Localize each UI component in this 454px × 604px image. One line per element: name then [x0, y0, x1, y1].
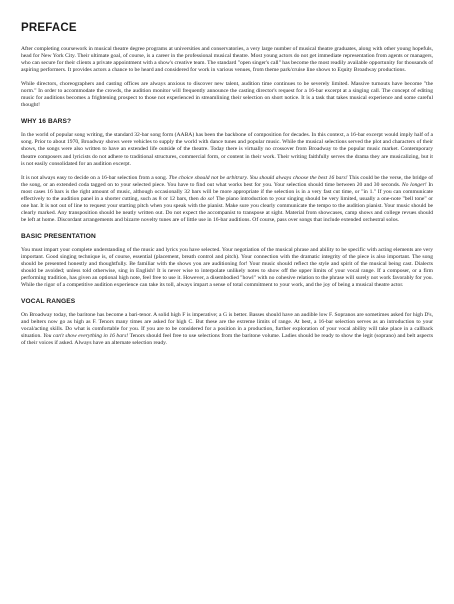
- preface-page: [21, 22, 433, 354]
- italic-text-run: do so!: [200, 195, 215, 202]
- text-run: The piano introduction to your singing should be very limited, usually a one-note "bell tone" or one bar. It is not out of line to request your starting pitch when you speak with the pianist. Make sure you clearly communicate the tempo to the audition pianist. Your music should be clearly marked. Any transposition should be neatly written out. Do not expect the accompanist to transpose at sight. Material from showcases, camp shows and college revues should be left at home. Discordant arrangements and bizarre novelty tunes are of little use in 16-bar auditions. Of course, pass over songs that include extended orchestral solos.: [21, 195, 433, 223]
- section-paragraph: [21, 247, 433, 289]
- text-run: Tenors should feel free to use selections from the baritone volume. Ladies should be ready to show the legit (soprano) and belt aspects of their voices if asked. Always have an alternate selection ready.: [21, 333, 433, 347]
- sections-container: [21, 118, 433, 347]
- section-heading: VOCAL RANGES: [21, 298, 76, 306]
- text-run: You must impart your complete understanding of the music and lyrics you have selected. Your negotiation of the musical phrase and ability to be specific with acting elements are very important. Good singing technique is, of course, essential (placement, breath control and pitch). Your connection with the dramatic integrity of the piece is also important. The song should be presented honestly and thoughtfully. Be familiar with the shows you are auditioning for! Your music should reflect the style and spirit of the musical being cast. Dialects should be avoided; unless told otherwise, sing in English! It is never wise to interpolate unlikely notes to show off the upper limits of your vocal range. If a composer, or a firm performing tradition, has given an optional high note, feel free to use it. However, a disembodied "howl" with no cohesive relation to the phrase will surely not work favorably for you. While the rigor of a competitive audition experience can take its toll, always impart a sense of total commitment to your work, and the joy of being a musical theatre actor.: [21, 246, 433, 289]
- text-run: On Broadway today, the baritone has become a bari-tenor. A solid high F is imperative; a G is better. Basses should have an audible low F. Sopranos are sometimes asked for high D's, and belters now go as high as F. Tenors many times are asked for high C. But these are the extreme limits of range. At best, a 16-bar selection serves as an introduction to your vocal/acting skills. Do what is comfortable for you. If you are to be considered for a position in a production, further exploration of your vocal ability will take place in a callback situation.: [21, 312, 433, 340]
- italic-text-run: You can't show everything in 16 bars!: [43, 333, 129, 340]
- intro-paragraph-1: After completing coursework in musical theatre degree programs at universities and conservatories, a very large number of musical theatre graduates, along with other young hopefuls, head for New York City. Their ultimate goal, of course, is a career in the professional musical theatre. Most young actors do not get immediate representation from agents or managers, who can secure for their clients a private appointment with a show's creative team. The standard "open singer's call" has become the most readily available opportunity for thousands of aspiring performers. It provides actors a chance to be heard and considered for work in various venues, from theme park/cruise line shows to Equity Broadway productions.: [21, 46, 433, 74]
- page-title: PREFACE: [21, 22, 77, 34]
- text-run: This could be the verse, the bridge of the song, or an extended coda tagged on to your selected piece. You have to find out what works best for you. Your selection should time between 20 and 30 seconds.: [21, 174, 433, 188]
- text-run: It is not always easy to decide on a 16-bar selection from a song.: [21, 174, 169, 181]
- section-heading: BASIC PRESENTATION: [21, 232, 96, 240]
- text-run: In most cases 16 bars is the right amount of music, although occasionally 32 bars will be more appropriate if the selection is in a very fast cut time, or "in 1." If you can communicate effectively to the audition panel in a shorter cutting, such as 8 or 12 bars, then: [21, 181, 433, 202]
- text-run: In the world of popular song writing, the standard 32-bar song form (AABA) has been the backbone of composition for decades. In this context, a 16-bar excerpt would imply half of a song. Prior to about 1970, Broadway shows were vehicles to supply the world with dance tunes and popular music. While the musical selections served the plot and characters of their shows, the songs were also written to have an extended life outside of the theatre. Today there is virtually no crossover from Broadway to the popular music market. Contemporary theatre composers and lyricists do not adhere to traditional structures, commercial form, or content in their work. Their writing faithfully serves the drama they are musicalizing, but it is not easily consolidated for an audition excerpt.: [21, 132, 433, 167]
- section-paragraph: [21, 132, 433, 167]
- italic-text-run: No longer!: [401, 181, 427, 188]
- italic-text-run: The choice should not be arbitrary. You should always choose the best 16 bars!: [168, 174, 348, 181]
- section-heading: WHY 16 BARS?: [21, 118, 72, 126]
- section-paragraph: [21, 312, 433, 347]
- section-paragraph: [21, 175, 433, 224]
- intro-paragraph-2: While directors, choreographers and casting offices are always anxious to discover new talent, audition time continues to be severely limited. Massive turnouts have become "the norm." In order to accommodate the crowds, the audition monitor will frequently announce the casting director's request for a 16-bar excerpt at a singing call. The concept of editing music for auditions becomes a frightening prospect to those not experienced in streamlining their selection on short notice. It is a task that takes musical experience and some careful thought!: [21, 81, 433, 109]
